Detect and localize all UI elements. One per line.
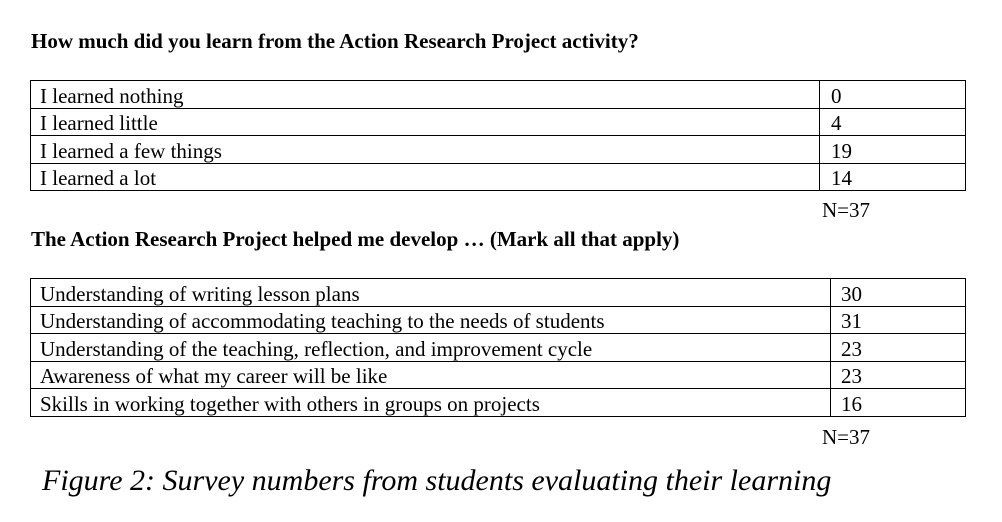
response-count: 30 <box>831 279 966 307</box>
table-row <box>31 136 966 164</box>
response-count: 31 <box>831 306 966 334</box>
response-count: 0 <box>820 81 966 109</box>
table-row <box>31 334 966 362</box>
response-count: 19 <box>820 136 966 164</box>
table-row <box>31 108 966 136</box>
learning-amount-table <box>30 80 966 191</box>
response-label: I learned nothing <box>31 81 820 109</box>
response-label: I learned little <box>31 108 820 136</box>
response-label: Understanding of accommodating teaching to the needs of students <box>31 306 831 334</box>
table-row <box>31 389 966 417</box>
table-row <box>31 306 966 334</box>
response-count: 23 <box>831 361 966 389</box>
table-row <box>31 163 966 191</box>
response-count: 16 <box>831 389 966 417</box>
response-count: 23 <box>831 334 966 362</box>
sample-size-label: N=37 <box>822 198 871 222</box>
response-label: Understanding of the teaching, reflection, and improvement cycle <box>31 334 831 362</box>
response-count: 4 <box>820 108 966 136</box>
table-row <box>31 279 966 307</box>
question2-heading: The Action Research Project helped me develop … (Mark all that apply) <box>31 227 680 251</box>
skills-developed-table <box>30 278 966 417</box>
table-row <box>31 81 966 109</box>
question1-heading: How much did you learn from the Action Research Project activity? <box>31 29 639 53</box>
response-count: 14 <box>820 163 966 191</box>
response-label: I learned a lot <box>31 163 820 191</box>
table-row <box>31 361 966 389</box>
response-label: Understanding of writing lesson plans <box>31 279 831 307</box>
response-label: Awareness of what my career will be like <box>31 361 831 389</box>
response-label: Skills in working together with others in groups on projects <box>31 389 831 417</box>
figure-caption: Figure 2: Survey numbers from students evaluating their learning <box>42 464 832 497</box>
sample-size-label: N=37 <box>822 425 871 449</box>
response-label: I learned a few things <box>31 136 820 164</box>
